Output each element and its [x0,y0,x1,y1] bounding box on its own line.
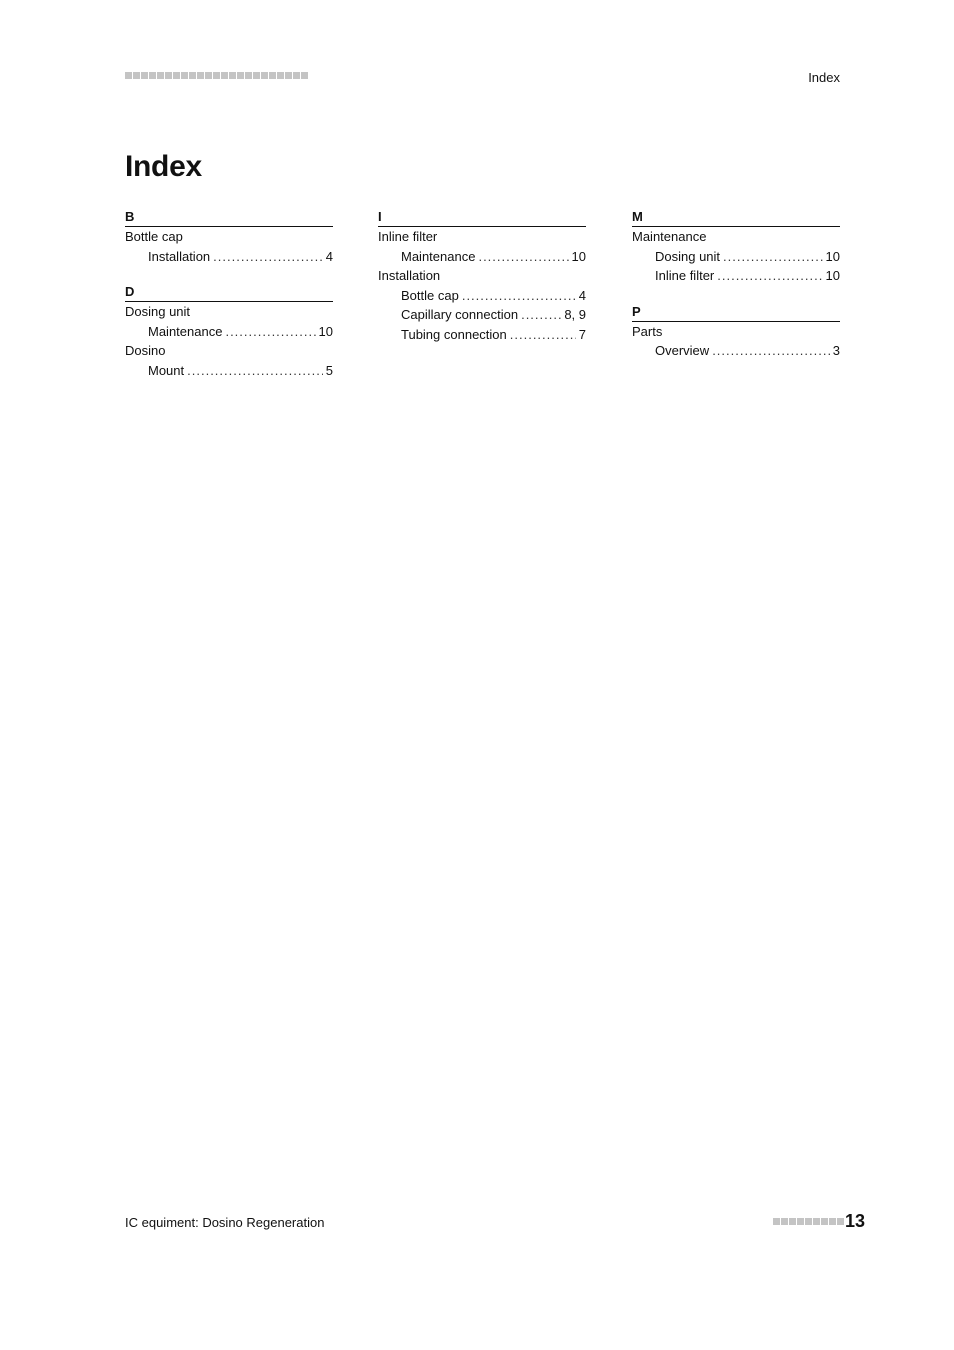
page-title: Index [125,150,202,183]
page-reference-link[interactable]: 10 [571,248,586,264]
dot-leader [187,361,323,381]
index-letter-group [632,209,840,286]
decorative-square [813,1218,820,1225]
footer-decoration [773,1218,844,1225]
subentry-label: Tubing connection [401,326,507,342]
decorative-square [165,72,172,79]
index-subentry [125,247,333,267]
dot-leader [478,247,568,267]
index-subentry [378,305,586,325]
dot-leader [521,305,561,325]
page-number: 13 [845,1211,866,1231]
index-letter-group [125,284,333,380]
subentry-label: Bottle cap [401,287,459,303]
index-column-3 [632,209,840,361]
decorative-square [245,72,252,79]
decorative-square [805,1218,812,1225]
index-subentry [125,361,333,381]
decorative-square [789,1218,796,1225]
decorative-square [773,1218,780,1225]
index-column-1 [125,209,333,380]
page-reference-link[interactable]: 5 [325,362,333,378]
decorative-square [125,72,132,79]
page-reference-link[interactable]: 10 [318,323,333,339]
decorative-square [293,72,300,79]
index-letter-heading: I [378,209,586,227]
subentry-label: Maintenance [401,248,476,264]
index-subentry [378,247,586,267]
index-subentry [378,286,586,306]
dot-leader [712,341,830,361]
index-term: Dosing unit [125,304,191,319]
page-reference-link[interactable]: 4 [578,287,586,303]
decorative-square [213,72,220,79]
index-subentry [632,341,840,361]
page-reference-link[interactable]: 3 [832,343,840,358]
dot-leader [225,322,315,342]
index-letter-group [378,209,586,344]
running-header: Index [808,70,840,85]
index-letter-group [125,209,333,266]
decorative-square [781,1218,788,1225]
index-term: Installation [378,268,441,283]
index-term: Dosino [125,343,166,358]
index-subentry [378,325,586,345]
index-letter-group [632,304,840,361]
page-reference-link[interactable]: 8, 9 [564,307,586,322]
index-letter-heading: D [125,284,333,302]
decorative-square [221,72,228,79]
index-term: Maintenance [632,229,707,244]
index-letter-heading: B [125,209,333,227]
page-reference-link[interactable]: 10 [825,268,840,283]
index-term: Parts [632,323,663,339]
page-reference-link[interactable]: 7 [578,326,586,342]
index-letter-heading: P [632,304,840,322]
index-subentry [632,266,840,286]
decorative-square [821,1218,828,1225]
decorative-square [197,72,204,79]
index-column-2 [378,209,586,344]
index-term: Inline filter [378,229,438,244]
decorative-square [797,1218,804,1225]
decorative-square [173,72,180,79]
decorative-square [829,1218,836,1225]
decorative-square [141,72,148,79]
subentry-label: Overview [655,343,710,358]
decorative-square [189,72,196,79]
subentry-label: Maintenance [148,323,223,339]
decorative-square [229,72,236,79]
decorative-square [181,72,188,79]
decorative-square [261,72,268,79]
decorative-square [205,72,212,79]
decorative-square [277,72,284,79]
footer-document-title: IC equiment: Dosino Regeneration [125,1215,325,1230]
page-reference-link[interactable]: 4 [325,248,333,264]
dot-leader [723,247,822,267]
subentry-label: Inline filter [655,268,715,283]
decorative-square [269,72,276,79]
dot-leader [510,325,576,345]
decorative-square [237,72,244,79]
decorative-square [837,1218,844,1225]
dot-leader [462,286,576,306]
decorative-square [285,72,292,79]
decorative-square [301,72,308,79]
page-reference-link[interactable]: 10 [825,248,840,264]
index-subentry [632,247,840,267]
dot-leader [213,247,323,267]
dot-leader [717,266,822,286]
subentry-label: Capillary connection [401,307,519,322]
index-subentry [125,322,333,342]
subentry-label: Installation [148,248,211,264]
decorative-square [133,72,140,79]
index-term: Bottle cap [125,229,183,244]
decorative-square [149,72,156,79]
decorative-square [253,72,260,79]
subentry-label: Dosing unit [655,248,721,264]
header-decoration [125,72,308,79]
subentry-label: Mount [148,362,185,378]
index-letter-heading: M [632,209,840,227]
decorative-square [157,72,164,79]
